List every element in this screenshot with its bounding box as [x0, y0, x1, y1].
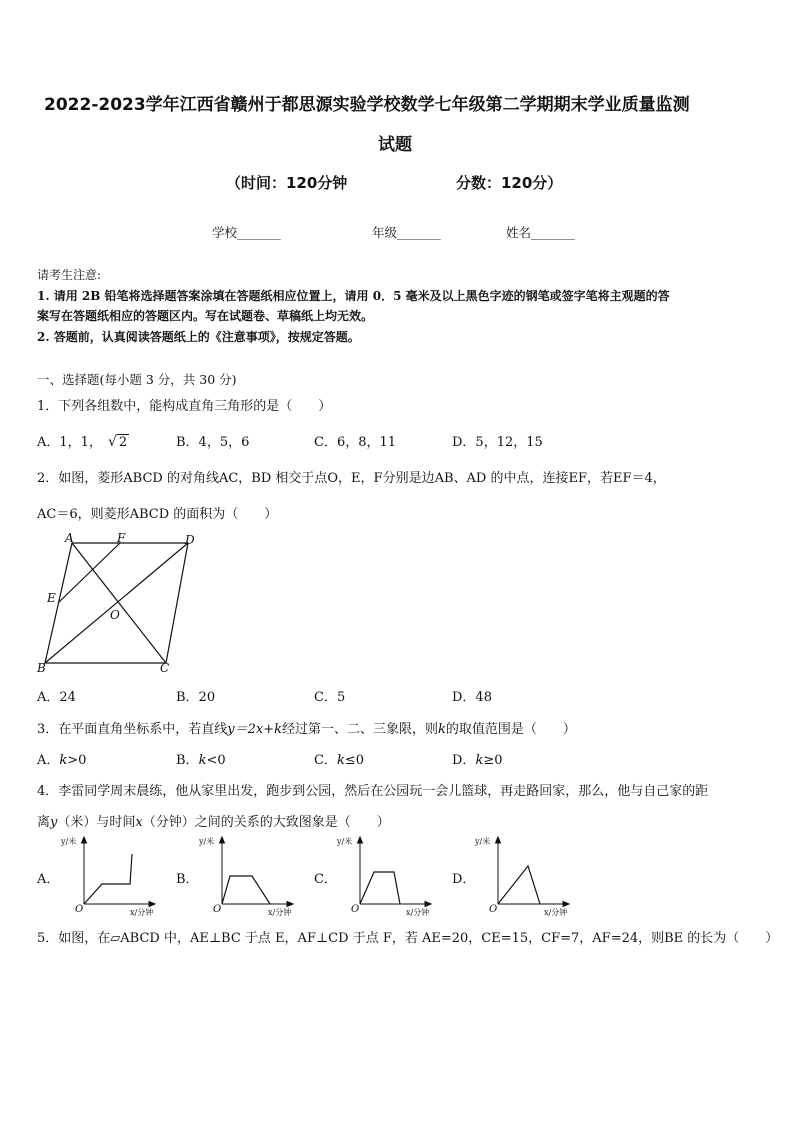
q3-stem-pre: 3．在平面直角坐标系中，若直线 — [37, 722, 228, 737]
notice-item1-line2: 案写在答题纸相应的答题区内。写在试题卷、草稿纸上均无效。 — [37, 309, 374, 323]
q1-stem: 1．下列各组数中，能构成直角三角形的是（ ） — [37, 399, 332, 414]
exam-score: 分数：120分） — [456, 174, 563, 192]
exam-title-line2: 试题 — [378, 135, 412, 155]
label-f: F — [117, 532, 126, 545]
q3-stem — [37, 718, 576, 737]
q4-graph-c — [336, 834, 446, 918]
q4-option-c: C． — [314, 872, 337, 887]
q3-stem-k: k — [438, 722, 446, 737]
q4-stem-line2 — [37, 811, 390, 830]
rhombus-figure — [30, 532, 210, 677]
q2-option-c: C．5 — [314, 690, 346, 705]
q3-option-a — [37, 749, 86, 768]
x-axis-arrow — [149, 902, 155, 907]
q1-option-c: C．6，8，11 — [314, 435, 397, 450]
q3-option-a-rel: >0 — [67, 753, 87, 768]
q3-option-d-rel: ≥0 — [483, 753, 503, 768]
q4-stem-end: （分钟）之间的关系的大致图象是（ ） — [142, 815, 390, 830]
q4-option-d: D． — [452, 872, 476, 887]
x-axis-label: x/分钟 — [406, 908, 430, 917]
exam-title-line1: 2022-2023学年江西省赣州于都思源实验学校数学七年级第二学期期末学业质量监测 — [44, 95, 690, 115]
q4-stem-y: y — [50, 815, 58, 830]
y-axis-label: y/米 — [61, 837, 77, 846]
y-axis-arrow — [496, 837, 501, 843]
q3-option-d — [452, 749, 503, 768]
q3-option-c — [314, 749, 364, 768]
q3-option-a-prefix: A． — [37, 753, 60, 768]
q4-graph-d — [474, 834, 584, 918]
q1-option-a-text: A．1，1， — [37, 435, 102, 450]
y-axis-label: y/米 — [337, 837, 353, 846]
q4-stem-line1: 4．李雷同学周末晨练，他从家里出发，跑步到公园，然后在公园玩一会儿篮球，再走路回家，那么，他与自己家的距 — [37, 784, 709, 799]
q3-stem-end: 的取值范围是（ ） — [445, 722, 576, 737]
x-axis-label: x/分钟 — [130, 908, 154, 917]
q3-option-b-prefix: B． — [176, 753, 199, 768]
y-axis-arrow — [358, 837, 363, 843]
label-d: D — [185, 533, 195, 547]
curve-c — [360, 872, 400, 904]
q2-option-a: A．24 — [37, 690, 76, 705]
q1-option-a — [37, 431, 129, 450]
q3-stem-post: 经过第一、二、三象限，则 — [282, 722, 439, 737]
label-c: C — [160, 661, 170, 675]
q3-stem-equation: y＝2x+k — [227, 722, 282, 737]
exam-time: （时间：120分钟 — [226, 174, 348, 192]
q3-option-b-var: k — [198, 753, 207, 768]
x-axis-label: x/分钟 — [268, 908, 292, 917]
y-axis-arrow — [82, 837, 87, 843]
q3-option-d-var: k — [475, 753, 484, 768]
origin-label: O — [75, 904, 84, 915]
y-axis-arrow — [220, 837, 225, 843]
origin-label: O — [489, 904, 498, 915]
q4-stem-line2-pre: 离 — [37, 815, 51, 830]
label-o: O — [110, 608, 120, 622]
q4-option-a: A． — [37, 872, 60, 887]
q4-option-b: B． — [176, 872, 199, 887]
x-axis-arrow — [287, 902, 293, 907]
grade-field: 年级_______ — [372, 225, 441, 240]
q2-option-b: B．20 — [176, 690, 216, 705]
school-field: 学校_______ — [212, 225, 281, 240]
q1-option-d: D．5，12，15 — [452, 435, 543, 450]
section-choice-heading: 一、选择题(每小题 3 分，共 30 分) — [37, 372, 237, 387]
x-axis-arrow — [563, 902, 569, 907]
curve-a — [84, 854, 132, 904]
notice-heading: 请考生注意: — [37, 268, 102, 282]
q3-option-b — [176, 749, 226, 768]
label-b: B — [37, 661, 46, 675]
q3-option-b-rel: <0 — [206, 753, 226, 768]
segment-ef — [58, 543, 120, 603]
notice-item2: 2. 答题前，认真阅读答题纸上的《注意事项》，按规定答题。 — [37, 330, 360, 344]
curve-d — [498, 866, 540, 904]
y-axis-label: y/米 — [475, 837, 491, 846]
q3-option-c-prefix: C． — [314, 753, 337, 768]
q5-stem: 5．如图，在▱ABCD 中，AE⊥BC 于点 E，AF⊥CD 于点 F，若 AE=20，CE=15，CF=7，AF=24，则BE 的长为（ ） — [37, 931, 779, 946]
q3-option-c-rel: ≤0 — [344, 753, 365, 768]
q4-stem-x: x — [135, 815, 143, 830]
diagonal-bd — [45, 543, 188, 663]
origin-label: O — [351, 904, 360, 915]
y-axis-label: y/米 — [199, 837, 215, 846]
q4-graph-a — [60, 834, 170, 918]
label-a: A — [65, 532, 74, 545]
x-axis-arrow — [425, 902, 431, 907]
curve-b — [222, 876, 270, 904]
q3-option-d-prefix: D． — [452, 753, 476, 768]
x-axis-label: x/分钟 — [544, 908, 568, 917]
q4-stem-mid: （米）与时间 — [57, 815, 136, 830]
q2-option-d: D．48 — [452, 690, 492, 705]
q2-stem-line1: 2．如图，菱形ABCD 的对角线AC，BD 相交于点O，E，F分别是边AB、AD 的中点，连接EF，若EF＝4， — [37, 471, 666, 486]
diagonal-ac — [72, 543, 166, 663]
sqrt-sign: √ — [107, 434, 117, 450]
q1-option-b: B．4，5，6 — [176, 435, 250, 450]
q3-option-c-var: k — [336, 753, 345, 768]
q3-option-a-var: k — [59, 753, 68, 768]
q1-option-a-radicand: 2 — [118, 435, 128, 450]
q4-graph-b — [198, 834, 308, 918]
q2-stem-line2: AC＝6，则菱形ABCD 的面积为（ ） — [37, 507, 278, 522]
origin-label: O — [213, 904, 222, 915]
notice-item1-line1: 1. 请用 2B 铅笔将选择题答案涂填在答题纸相应位置上，请用 0．5 毫米及以上黑色字迹的钢笔或签字笔将主观题的答 — [37, 289, 670, 303]
name-field: 姓名_______ — [506, 225, 575, 240]
label-e: E — [47, 591, 56, 605]
